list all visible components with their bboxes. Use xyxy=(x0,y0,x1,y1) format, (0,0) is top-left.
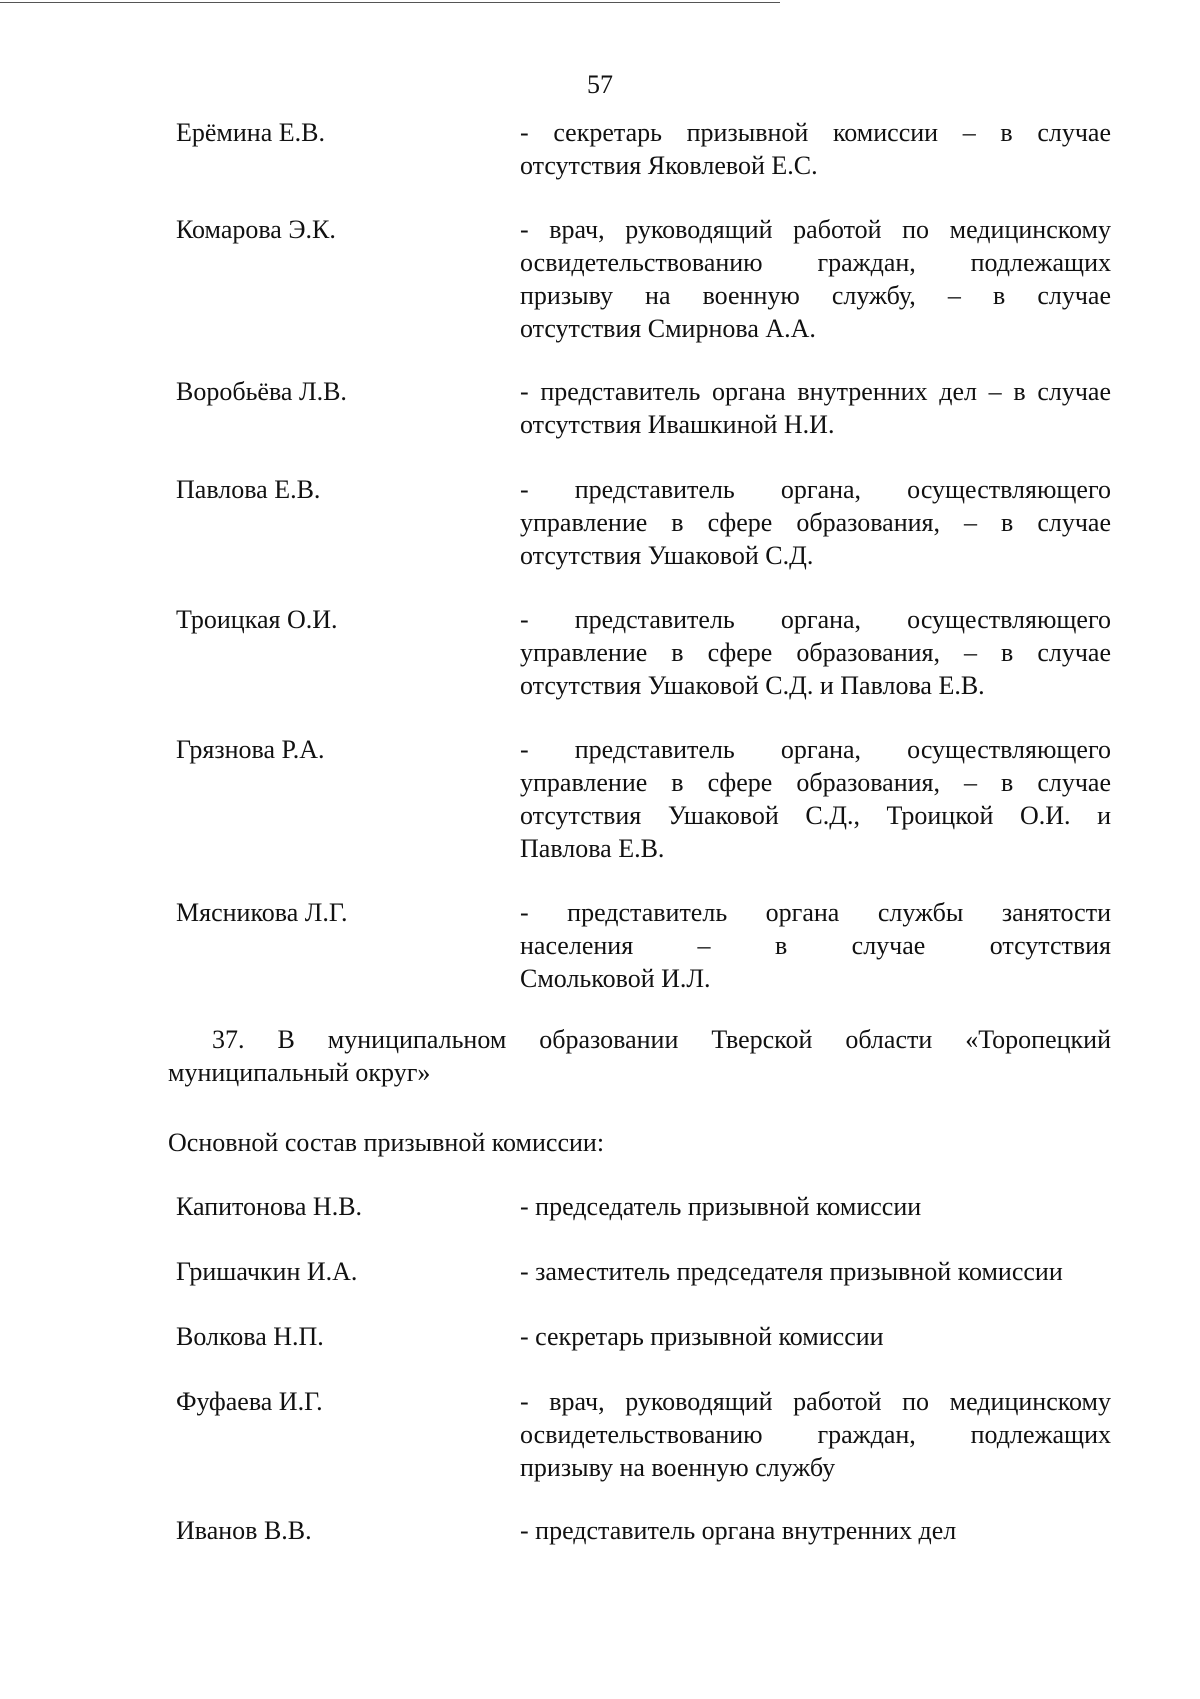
member-role xyxy=(520,1190,1111,1223)
role-line: освидетельствованию граждан, подлежащих xyxy=(520,1420,1111,1449)
role-line: - секретарь призывной комиссии – в случае xyxy=(520,118,1111,147)
role-line: призыву на военную службу xyxy=(520,1453,836,1482)
role-line: - представитель органа, осуществляющего xyxy=(520,735,1111,764)
member-name: Волкова Н.П. xyxy=(176,1322,324,1351)
member-name: Ерёмина Е.В. xyxy=(176,118,325,147)
section-heading-line: 37. В муниципальном образовании Тверской области «Торопецкий xyxy=(212,1025,1111,1054)
role-line: отсутствия Ивашкиной Н.И. xyxy=(520,410,835,439)
section-heading-line: муниципальный округ» xyxy=(168,1058,431,1087)
role-line: - представитель органа, осуществляющего xyxy=(520,605,1111,634)
role-line: - секретарь призывной комиссии xyxy=(520,1322,884,1351)
role-line: отсутствия Ушаковой С.Д., Троицкой О.И. и xyxy=(520,801,1111,830)
member-role xyxy=(520,116,1111,182)
member-role xyxy=(520,213,1111,345)
member-role xyxy=(520,375,1111,441)
role-line: управление в сфере образования, – в случае xyxy=(520,638,1111,667)
member-name: Капитонова Н.В. xyxy=(176,1192,363,1221)
role-line: - заместитель председателя призывной комиссии xyxy=(520,1257,1063,1286)
role-line: - представитель органа внутренних дел xyxy=(520,1516,957,1545)
member-role xyxy=(520,896,1111,995)
role-line: отсутствия Смирнова А.А. xyxy=(520,314,816,343)
member-name: Троицкая О.И. xyxy=(176,605,338,634)
member-name: Фуфаева И.Г. xyxy=(176,1387,323,1416)
member-role xyxy=(520,473,1111,572)
role-line: отсутствия Яковлевой Е.С. xyxy=(520,151,818,180)
member-role xyxy=(520,1255,1111,1288)
role-line: населения – в случае отсутствия xyxy=(520,931,1111,960)
role-line: - врач, руководящий работой по медицинскому xyxy=(520,1387,1111,1416)
member-role xyxy=(520,1514,1111,1547)
role-line: - представитель органа, осуществляющего xyxy=(520,475,1111,504)
member-role xyxy=(520,733,1111,865)
role-line: Смольковой И.Л. xyxy=(520,964,711,993)
page-number: 57 xyxy=(587,70,613,99)
role-line: призыву на военную службу, – в случае xyxy=(520,281,1111,310)
role-line: управление в сфере образования, – в случае xyxy=(520,508,1111,537)
role-line: отсутствия Ушаковой С.Д. и Павлова Е.В. xyxy=(520,671,985,700)
member-name: Воробьёва Л.В. xyxy=(176,377,347,406)
member-name: Гришачкин И.А. xyxy=(176,1257,358,1286)
role-line: Павлова Е.В. xyxy=(520,834,665,863)
role-line: управление в сфере образования, – в случае xyxy=(520,768,1111,797)
member-name: Иванов В.В. xyxy=(176,1516,312,1545)
member-name: Мясникова Л.Г. xyxy=(176,898,348,927)
role-line: - представитель органа внутренних дел – в случае xyxy=(520,377,1111,406)
member-role xyxy=(520,1320,1111,1353)
composition-label: Основной состав призывной комиссии: xyxy=(168,1128,605,1157)
role-line: - врач, руководящий работой по медицинскому xyxy=(520,215,1111,244)
member-role xyxy=(520,603,1111,702)
member-name: Комарова Э.К. xyxy=(176,215,336,244)
scan-top-edge-line xyxy=(0,2,780,3)
role-line: освидетельствованию граждан, подлежащих xyxy=(520,248,1111,277)
role-line: отсутствия Ушаковой С.Д. xyxy=(520,541,814,570)
role-line: - представитель органа службы занятости xyxy=(520,898,1111,927)
section-heading xyxy=(168,1023,1111,1089)
member-name: Грязнова Р.А. xyxy=(176,735,325,764)
member-name: Павлова Е.В. xyxy=(176,475,321,504)
member-role xyxy=(520,1385,1111,1484)
role-line: - председатель призывной комиссии xyxy=(520,1192,922,1221)
